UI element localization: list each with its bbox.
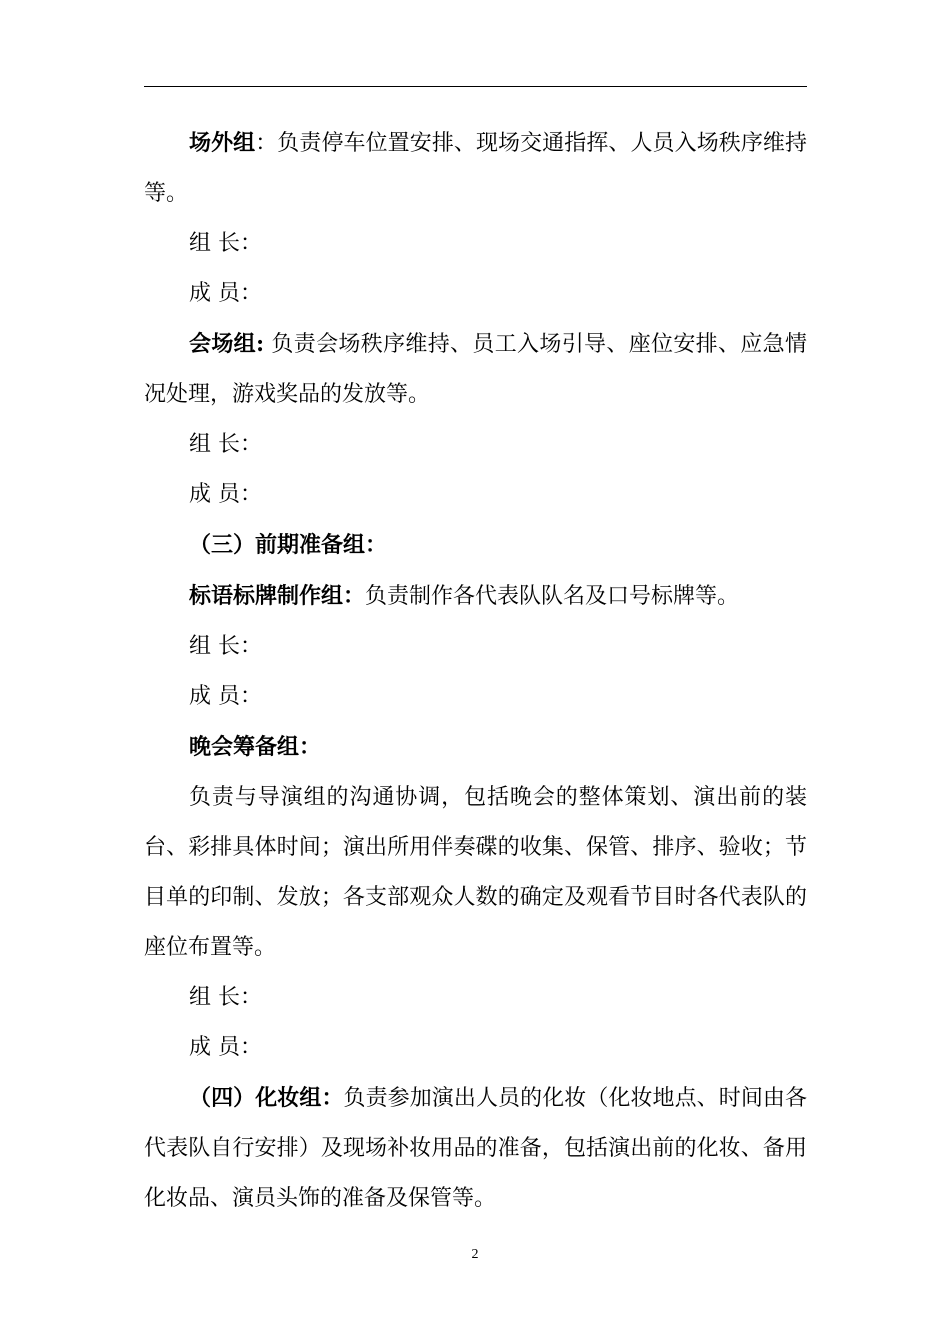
document-body — [144, 118, 807, 1224]
paragraph-venue-group — [144, 319, 807, 420]
paragraph-signage-group — [144, 571, 807, 622]
leader-line: 组 长： — [189, 231, 262, 256]
members-line: 成 员： — [189, 281, 262, 306]
paragraph-makeup-group — [144, 1073, 807, 1224]
section-heading-preparation — [144, 520, 807, 571]
header-rule — [144, 86, 807, 87]
paragraph-text: 负责制作各代表队队名及口号标牌等。 — [365, 584, 740, 609]
heading-gala-group: 晚会筹备组： — [189, 734, 322, 760]
paragraph-outside-group — [144, 118, 807, 219]
heading-outside-group: 场外组 — [189, 130, 256, 156]
heading-venue-group: 会场组: — [189, 331, 265, 357]
members-line: 成 员： — [189, 684, 262, 709]
leader-line: 组 长： — [189, 985, 262, 1010]
paragraph-text: ：负责停车位置安排、现场交通指挥、人员入场秩序维持等。 — [144, 131, 807, 206]
paragraph-text: 负责会场秩序维持、员工入场引导、座位安排、应急情况处理，游戏奖品的发放等。 — [144, 332, 807, 407]
members-line: 成 员： — [189, 1035, 262, 1060]
heading-makeup-group: （四）化妆组： — [189, 1085, 344, 1111]
heading-preparation-group: （三）前期准备组： — [189, 532, 388, 558]
heading-signage-group: 标语标牌制作组： — [189, 583, 366, 609]
page-number: 2 — [471, 1247, 479, 1262]
leader-line: 组 长： — [189, 634, 262, 659]
paragraph-gala-duties: 负责与导演组的沟通协调，包括晚会的整体策划、演出前的装台、彩排具体时间；演出所用伴奏碟的收集、保管、排序、验收；节目单的印制、发放；各支部观众人数的确定及观看节目时各代表队的座位布置等。 — [144, 785, 807, 960]
paragraph-text: 负责参加演出人员的化妆（化妆地点、时间由各代表队自行安排）及现场补妆用品的准备，包括演出前的化妆、备用化妆品、演员头饰的准备及保管等。 — [144, 1086, 807, 1211]
leader-line: 组 长： — [189, 432, 262, 457]
members-line: 成 员： — [189, 482, 262, 507]
section-heading-gala — [144, 722, 807, 773]
